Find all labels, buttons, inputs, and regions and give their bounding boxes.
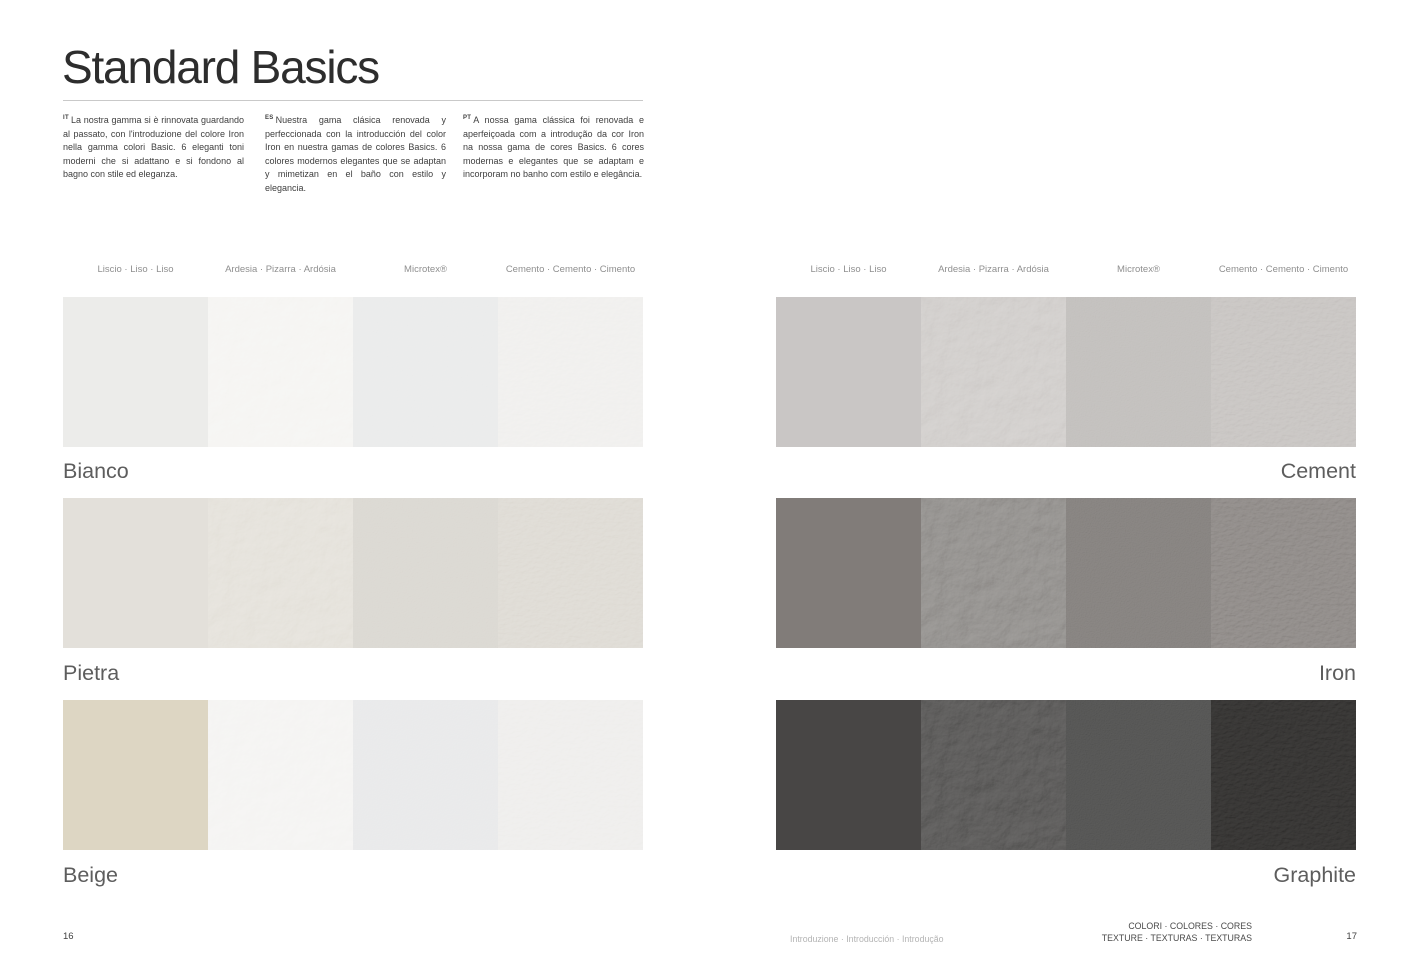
- swatch-bianco-cemento: [498, 297, 643, 447]
- intro-paragraph-es: [265, 112, 446, 196]
- texture-overlay: [1066, 700, 1211, 850]
- finish-header-row: [63, 264, 643, 275]
- texture-overlay: [353, 297, 498, 447]
- finish-header-microtex: Microtex®: [404, 264, 447, 275]
- texture-overlay: [1211, 297, 1356, 447]
- lang-tag-es: ES: [265, 115, 274, 121]
- swatch-graphite-ardesia: [921, 700, 1066, 850]
- title-divider: [63, 100, 643, 101]
- finish-header-liscio: Liscio · Liso · Liso: [97, 264, 174, 275]
- swatch-beige-microtex: [353, 700, 498, 850]
- color-label-pietra: Pietra: [63, 661, 120, 685]
- intro-paragraph-pt: [463, 112, 644, 182]
- finish-header-cemento: Cemento · Cemento · Cimento: [505, 264, 636, 275]
- texture-overlay: [208, 498, 353, 648]
- swatch-cement-liscio: [776, 297, 921, 447]
- texture-overlay: [921, 498, 1066, 648]
- swatch-strip-iron: [776, 498, 1356, 648]
- swatch-graphite-cemento: [1211, 700, 1356, 850]
- swatch-cement-cemento: [1211, 297, 1356, 447]
- page-title: Standard Basics: [62, 41, 379, 93]
- page-number-right: 17: [1346, 931, 1357, 942]
- swatch-pietra-cemento: [498, 498, 643, 648]
- texture-overlay: [1211, 700, 1356, 850]
- intro-text-pt: A nossa gama clássica foi renovada e aperfeiçoada com a introdução da cor Iron na nossa gama de cores Basics. 6 cores modernas e elegantes que se adaptam e incorporam no banho com estilo e elegância.: [463, 115, 644, 180]
- finish-header-microtex: Microtex®: [1117, 264, 1160, 275]
- swatch-strip-graphite: [776, 700, 1356, 850]
- color-label-iron: Iron: [1318, 661, 1356, 685]
- texture-overlay: [208, 297, 353, 447]
- swatch-graphite-liscio: [776, 700, 921, 850]
- lang-tag-pt: PT: [463, 115, 472, 121]
- swatch-grid-left: [63, 264, 643, 904]
- finish-header-liscio: Liscio · Liso · Liso: [810, 264, 887, 275]
- color-label-cement: Cement: [1280, 459, 1356, 483]
- swatch-strip-cement: [776, 297, 1356, 447]
- swatch-cement-ardesia: [921, 297, 1066, 447]
- texture-overlay: [353, 700, 498, 850]
- intro-text-it: La nostra gamma si è rinnovata guardando al passato, con l'introduzione del colore Iron nella gamma colori Basic. 6 eleganti toni moderni che si adattano e si fondono al bagno con stile ed eleganza.: [63, 115, 244, 180]
- swatch-beige-cemento: [498, 700, 643, 850]
- swatch-bianco-microtex: [353, 297, 498, 447]
- swatch-cement-microtex: [1066, 297, 1211, 447]
- swatch-iron-ardesia: [921, 498, 1066, 648]
- texture-overlay: [208, 700, 353, 850]
- footer-section-label: Introduzione · Introducción · Introdução: [790, 934, 944, 944]
- texture-overlay: [498, 498, 643, 648]
- swatch-pietra-liscio: [63, 498, 208, 648]
- intro-paragraph-it: [63, 112, 244, 182]
- swatch-strip-beige: [63, 700, 643, 850]
- color-label-bianco: Bianco: [63, 459, 129, 483]
- texture-overlay: [921, 700, 1066, 850]
- swatch-bianco-liscio: [63, 297, 208, 447]
- texture-overlay: [498, 700, 643, 850]
- intro-text-es: Nuestra gama clásica renovada y perfeccionada con la introducción del color Iron en nuestra gamas de colores Basics. 6 colores modernos elegantes que se adaptan y mimetizan en el baño con estilo y elegancia.: [265, 115, 446, 193]
- swatch-iron-liscio: [776, 498, 921, 648]
- footer-chapter-line2: TEXTURE · TEXTURAS · TEXTURAS: [1101, 932, 1252, 943]
- texture-overlay: [1066, 297, 1211, 447]
- texture-overlay: [921, 297, 1066, 447]
- swatch-pietra-microtex: [353, 498, 498, 648]
- swatch-beige-liscio: [63, 700, 208, 850]
- swatch-graphite-microtex: [1066, 700, 1211, 850]
- texture-overlay: [1066, 498, 1211, 648]
- swatch-grid-right: [776, 264, 1356, 904]
- color-label-beige: Beige: [63, 863, 118, 887]
- lang-tag-it: IT: [63, 115, 69, 121]
- swatch-pietra-ardesia: [208, 498, 353, 648]
- swatch-beige-ardesia: [208, 700, 353, 850]
- color-label-graphite: Graphite: [1273, 863, 1356, 887]
- texture-overlay: [353, 498, 498, 648]
- swatch-strip-bianco: [63, 297, 643, 447]
- swatch-strip-pietra: [63, 498, 643, 648]
- swatch-iron-cemento: [1211, 498, 1356, 648]
- finish-header-ardesia: Ardesia · Pizarra · Ardósia: [225, 264, 336, 275]
- finish-header-ardesia: Ardesia · Pizarra · Ardósia: [938, 264, 1049, 275]
- texture-overlay: [498, 297, 643, 447]
- footer-chapter-line1: COLORI · COLORES · CORES: [1128, 921, 1252, 931]
- swatch-bianco-ardesia: [208, 297, 353, 447]
- footer-chapter-label: [1102, 921, 1252, 944]
- texture-overlay: [1211, 498, 1356, 648]
- page-number-left: 16: [63, 931, 74, 942]
- swatch-iron-microtex: [1066, 498, 1211, 648]
- finish-header-cemento: Cemento · Cemento · Cimento: [1218, 264, 1349, 275]
- finish-header-row: [776, 264, 1356, 275]
